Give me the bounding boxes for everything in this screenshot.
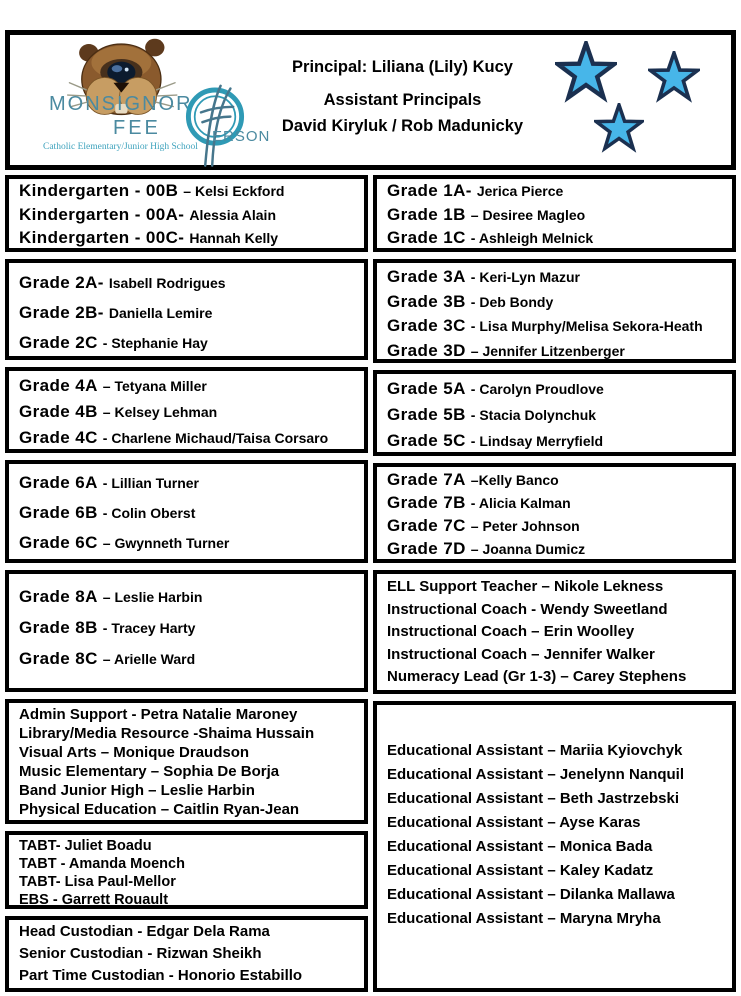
room-label: Grade 7D [387,539,466,558]
star-icon [648,51,700,103]
staff-entry [19,613,360,644]
staff-entry [387,290,728,315]
staff-entry [387,265,728,290]
room-label: Grade 7B [387,493,466,512]
left-column [5,175,368,992]
room-label: Grade 4A [19,376,98,395]
staff-role-name: Music Elementary – Sophia De Borja [19,763,280,780]
staff-entry [19,425,360,451]
staff-name: – Joanna Dumicz [470,541,586,557]
staff-role-name: TABT- Lisa Paul-Mellor [19,874,176,890]
staff-role-name: ELL Support Teacher – Nikole Lekness [387,578,664,595]
staff-entry [19,468,360,498]
staff-role-name: Instructional Coach – Jennifer Walker [387,645,655,663]
staff-entry [19,373,360,399]
principal-block [255,57,550,136]
room-label: Grade 8C [19,649,98,668]
staff-entry [19,298,360,328]
assistant-principals-names: David Kiryluk / Rob Madunicky [281,117,524,135]
staff-role-name: Instructional Coach - Wendy Sweetland [387,600,668,618]
staff-entry [19,328,360,358]
staff-role-name: Instructional Coach – Erin Woolley [387,623,635,640]
room-label: Kindergarten - 00B [19,181,179,200]
staff-name: - Carolyn Proudlove [470,381,604,397]
staff-entry [19,227,360,251]
otterson-ring-icon [171,83,259,167]
logo-wordmark-line2: FEE [113,117,161,139]
staff-entry [387,763,728,787]
staff-name: – Arielle Ward [102,651,196,667]
staff-name: – Leslie Harbin [102,589,203,605]
box-grade-6 [5,460,368,563]
staff-role-name: TABT- Juliet Boadu [19,838,152,854]
staff-name: - Deb Bondy [470,293,554,310]
room-label: Grade 3A [387,267,466,286]
box-custodians [5,916,368,992]
staff-role-name: TABT - Amanda Moench [19,856,185,872]
staff-role-name: Educational Assistant – Maryna Mryha [387,910,661,927]
box-grade-4 [5,367,368,453]
staff-role-name: Educational Assistant – Kaley Kadatz [387,862,654,879]
staff-entry [19,762,360,781]
staff-role-name: Band Junior High – Leslie Harbin [19,782,255,799]
room-label: Grade 2A- [19,273,104,292]
staff-name: Isabell Rodrigues [108,275,226,291]
staff-role-name: Numeracy Lead (Gr 1-3) – Carey Stephens [387,668,687,685]
staff-entry [387,811,728,835]
star-icon [555,41,617,103]
logo-wordmark-line1: MONSIGNOR [49,93,193,115]
box-grade-5 [373,370,736,456]
room-label: Grade 1B [387,204,466,224]
staff-entry [387,739,728,763]
staff-name: - Ashleigh Melnick [470,230,594,246]
box-grade-2 [5,259,368,360]
staff-role-name: Educational Assistant – Dilanka Mallawa [387,886,675,903]
staff-entry [19,781,360,800]
staff-role-name: Educational Assistant – Ayse Karas [387,814,641,831]
staff-entry [387,907,728,931]
staff-entry [19,965,360,987]
staff-role-name: Educational Assistant – Mariia Kyiovchyk [387,742,683,759]
header [5,30,736,170]
room-label: Grade 5A [387,379,466,398]
room-label: Grade 4C [19,428,98,447]
staff-entry [19,644,360,675]
room-label: Grade 6B [19,503,98,522]
staff-name: – Jennifer Litzenberger [470,342,625,359]
staff-name: – Desiree Magleo [470,206,586,223]
staff-entry [387,644,728,667]
staff-entry [387,339,728,364]
staff-entry [19,268,360,298]
staff-name: Daniella Lemire [108,305,213,321]
staff-entry [387,204,728,228]
staff-entry [387,180,728,204]
room-label: Grade 2B- [19,303,104,322]
room-label: Grade 2C [19,333,98,352]
staff-role-name: Physical Education – Caitlin Ryan-Jean [19,801,300,818]
staff-name: - Charlene Michaud/Taisa Corsaro [102,430,329,446]
box-grade-8 [5,570,368,692]
box-educational-assistants [373,701,736,992]
staff-entry [387,883,728,907]
staff-name: – Kelsey Lehman [102,404,218,420]
staff-entry [387,515,728,538]
room-label: Grade 3D [387,340,466,360]
staff-name: - Colin Oberst [102,505,196,521]
box-tabt-ebs [5,831,368,909]
staff-name: - Stacia Dolynchuk [470,407,597,423]
staff-entry [19,891,360,909]
staff-name: Alessia Alain [189,206,276,223]
staff-entry [387,402,728,428]
staff-entry [387,428,728,454]
room-label: Grade 7A [387,470,466,489]
room-label: Grade 5C [387,431,466,450]
staff-entry [19,180,360,204]
staff-entry [387,576,728,599]
staff-entry [387,621,728,644]
staff-role-name: Admin Support - Petra Natalie Maroney [19,706,298,723]
staff-name: - Stephanie Hay [102,335,208,351]
room-label: Kindergarten - 00C- [19,228,185,247]
staff-entry [19,204,360,228]
room-label: Grade 1A- [387,181,472,200]
room-label: Grade 3B [387,291,466,311]
staff-entry [19,498,360,528]
box-kindergarten [5,175,368,252]
room-label: Grade 6C [19,533,98,552]
staff-entry [19,837,360,855]
staff-name: - Keri-Lyn Mazur [470,269,580,285]
staff-name: - Tracey Harty [102,620,196,636]
room-label: Grade 6A [19,473,98,492]
staff-role-name: Part Time Custodian - Honorio Estabillo [19,967,303,984]
principal-line: Principal: Liliana (Lily) Kucy [292,58,513,76]
right-column [373,175,736,992]
staff-entry [19,724,360,743]
staff-entry [19,743,360,762]
logo-wordmark-suffix: ERSON [212,128,271,145]
box-grade-7 [373,463,736,563]
staff-entry [19,943,360,965]
staff-name: –Kelly Banco [470,472,559,488]
staff-role-name: Educational Assistant – Beth Jastrzebski [387,790,680,807]
staff-entry [387,227,728,251]
staff-name: Hannah Kelly [189,230,279,246]
staff-role-name: Library/Media Resource -Shaima Hussain [19,725,315,742]
staff-entry [387,376,728,402]
room-label: Grade 1C [387,228,466,247]
staff-role-name: EBS - Garrett Rouault [19,892,169,908]
box-grade-3 [373,259,736,363]
room-label: Grade 8B [19,618,98,637]
room-label: Grade 8A [19,587,98,606]
assistant-principals-title: Assistant Principals [323,91,482,109]
staff-entry [387,835,728,859]
staff-role-name: Educational Assistant – Monica Bada [387,838,653,855]
staff-name: Jerica Pierce [476,183,564,199]
staff-entry [387,599,728,622]
room-label: Kindergarten - 00A- [19,204,185,224]
school-logo [15,35,277,165]
staff-entry [387,859,728,883]
staff-entry [19,399,360,425]
staff-entry [19,855,360,873]
staff-entry [387,787,728,811]
staff-entry [19,873,360,891]
staff-entry [387,492,728,515]
room-label: Grade 3C [387,316,466,335]
room-label: Grade 5B [387,405,466,424]
room-label: Grade 4B [19,402,98,421]
staff-role-name: Senior Custodian - Rizwan Sheikh [19,945,262,962]
staff-entry [387,314,728,339]
staff-name: - Lindsay Merryfield [470,433,604,449]
staff-role-name: Head Custodian - Edgar Dela Rama [19,923,270,940]
staff-grid [5,175,736,992]
staff-name: – Gwynneth Turner [102,535,230,551]
staff-entry [19,528,360,558]
staff-entry [387,666,728,689]
staff-entry [19,800,360,819]
box-support-staff [5,699,368,824]
staff-name: – Kelsi Eckford [183,183,285,199]
staff-name: - Lisa Murphy/Melisa Sekora-Heath [470,318,703,334]
staff-role-name: Educational Assistant – Jenelynn Nanquil [387,766,685,783]
staff-role-name: Visual Arts – Monique Draudson [19,744,250,761]
staff-name: – Tetyana Miller [102,378,207,394]
staff-entry [19,582,360,613]
box-specialists [373,570,736,694]
staff-entry [387,538,728,561]
staff-name: – Peter Johnson [470,518,580,534]
logo-tagline: Catholic Elementary/Junior High School [43,142,198,152]
staff-entry [19,921,360,943]
staff-entry [19,705,360,724]
staff-entry [387,469,728,492]
room-label: Grade 7C [387,516,466,535]
staff-name: - Lillian Turner [102,475,199,491]
star-icon [594,103,644,153]
staff-name: - Alicia Kalman [470,495,571,511]
box-grade-1 [373,175,736,252]
